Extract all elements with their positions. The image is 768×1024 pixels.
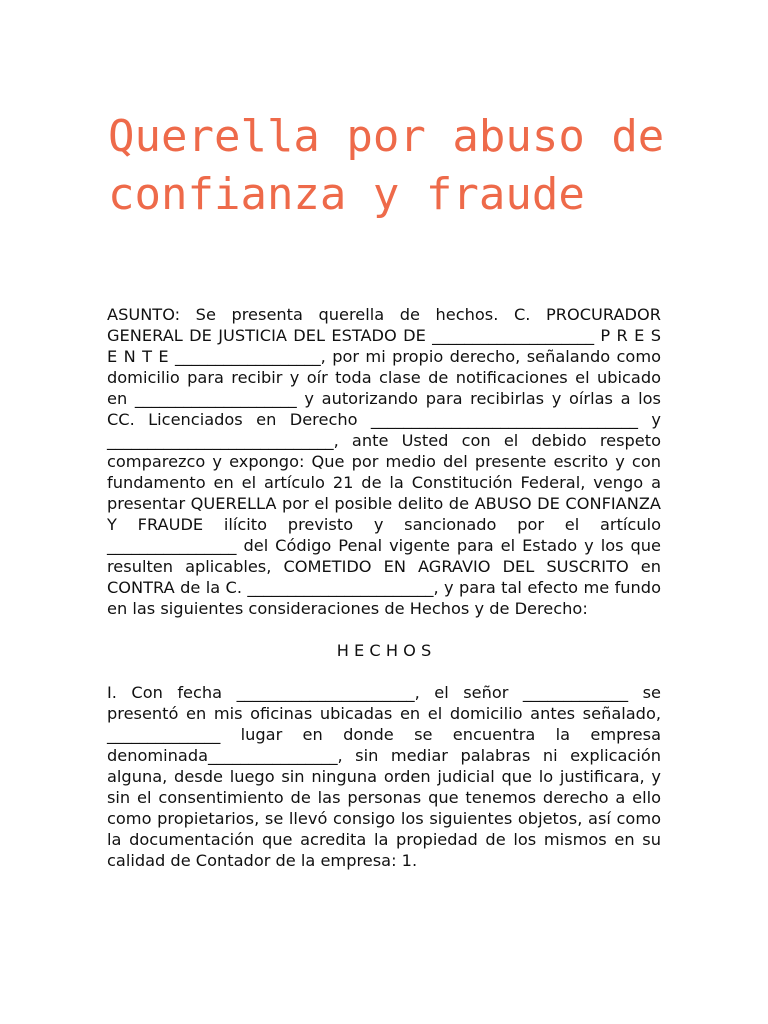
intro-paragraph: ASUNTO: Se presenta querella de hechos. C. PROCURADOR GENERAL DE JUSTICIA DEL ESTADO DE ____________________ P R E S E N T E __________________, por mi propio derecho, señalando como domicilio para recibir y oír toda clase de notificaciones el ubicado en ____________________ y autorizando para recibirlas y oírlas a los CC. Licenciados en Derecho _________________________________ y ____________________________, ante Usted con el debido respeto comparezco y expongo: Que por medio del presente escrito y con fundamento en el artículo 21 de la Constitución Federal, vengo a presentar QUERELLA por el posible delito de ABUSO DE CONFIANZA Y FRAUDE ilícito previsto y sancionado por el artículo ________________ del Código Penal vigente para el Estado y los que resulten aplicables, COMETIDO EN AGRAVIO DEL SUSCRITO en CONTRA de la C. _______________________, y para tal efecto me fundo en las siguientes consideraciones de Hechos y de Derecho: [107,305,661,618]
hechos-heading: H E C H O S [336,641,432,660]
document-title: Querella por abuso de confianza y fraude [108,111,665,220]
hechos-paragraph: I. Con fecha ______________________, el señor _____________ se presentó en mis oficinas ubicadas en el domicilio antes señalado, ______________ lugar en donde se encuentra la empresa denominada________________, sin mediar palabras ni explicación alguna, desde luego sin ninguna orden judicial que lo justificara, y sin el consentimiento de las personas que tenemos derecho a ello como propietarios, se llevó consigo los siguientes objetos, así como la documentación que acredita la propiedad de los mismos en su calidad de Contador de la empresa: 1. [107,683,661,870]
document-body [107,304,661,871]
